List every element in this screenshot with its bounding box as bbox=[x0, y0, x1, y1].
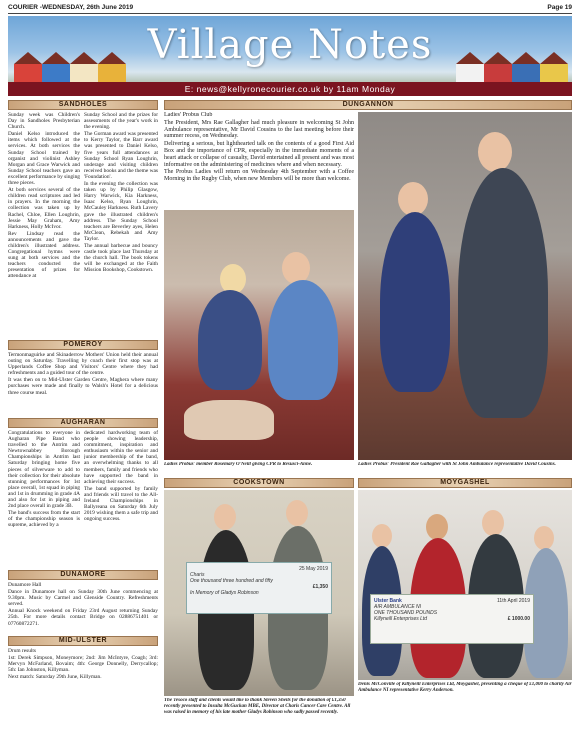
paragraph: In the evening the collection was taken up by Philip Glasgow, Harry Warwick, Kia Harkness, Isaac Kelso, Ryan Loughrin, McCauley Harkness. Ruth Lavery gave the illustrated children's address. The Sunday School teachers are Beverley ayes, Helen McClean, Rebekah and Amy Taylor. bbox=[84, 181, 158, 242]
paragraph: The annual barbecue and bouncy castle took place last Thursday at the church hall. The book tokens will be exchanged at the Faith Mission Bookshop, Cookstown. bbox=[84, 242, 158, 274]
cheque-date: 25 May 2019 bbox=[299, 566, 328, 572]
person bbox=[534, 526, 554, 550]
photo-president bbox=[358, 112, 572, 460]
paragraph: Annual Knock weekend on Friday 23rd August returning Sunday 25th. For more details contact Bridge on 02886751401 or 07760872271. bbox=[8, 608, 158, 627]
paragraph: The Probus Ladies will return on Wednesday 4th September with a Coffee Morning in the Rugby Club, when new Members will be more than welcome. bbox=[164, 169, 354, 183]
sandholes-column-2 bbox=[84, 112, 158, 336]
cheque-bank: Ulster Bank bbox=[374, 598, 402, 604]
photo-caption: The Tesoco staff and clients would like to thank Steven Sheils for the donation of £1,350 recently presented to Insulta McGuckan MBE, Director at Charis Cancer Care Centre. All was raised in memory of his late mother Gladys Robinson who sadly passed recently. bbox=[164, 698, 351, 715]
section-heading-mid-ulster: MID-ULSTER bbox=[8, 636, 158, 646]
dungannon-body bbox=[164, 112, 354, 208]
paragraph: The band supported by family and friends will travel to the All-Ireland Championships in Ballyreana on Saturday 6th July 2019 wishing them a safe trip and ongoing success. bbox=[84, 485, 158, 523]
paragraph: It was then on to Mid-Ulster Garden Centre, Maghera where many purchases were made and finally to Walsh's Hotel for a delicious three course meal. bbox=[8, 377, 158, 396]
person bbox=[198, 290, 262, 390]
person bbox=[426, 514, 448, 540]
photo-cpr bbox=[164, 210, 354, 460]
paragraph: The Gorman award was presented to Kerry Taylor, the Barr award was presented to Daniel Kelso, five years full attendances at Sunday School Ryan Loughrin, underage and visiting children received books and the theme was 'Foundation'. bbox=[84, 131, 158, 180]
section-heading-pomeroy: POMEROY bbox=[8, 340, 158, 350]
paragraph: Daniel Kelso introduced the items which followed at the services. At both services the Sunday School trained by organist and violinist Ashley Morgan and Grace Warwick and Sunday School teachers gave an excellent performance by singing three pieces. bbox=[8, 131, 80, 187]
presentation-cheque bbox=[370, 594, 534, 644]
cheque-payee: Charis bbox=[190, 572, 205, 578]
cheque-amount: £ 1000.00 bbox=[507, 616, 530, 622]
paragraph: Dance in Dunamore hall on Sunday 30th June commencing at 9.30pm. Music by Carmel and Glenside Country. Refreshments served. bbox=[8, 589, 158, 608]
resuscitation-mannequin bbox=[184, 400, 274, 440]
dungannon-subheading: Ladies' Probus Club bbox=[164, 112, 213, 118]
person bbox=[372, 524, 392, 548]
paragraph: 1st: Derek Simpson, Moneymore; 2nd: Jim McIntyre, Coagh; 3rd: Mervyn McFarland, Bovaim; 4th: George Donnelly, Derrycallop; 5th: Ian Johnston, Killyman. bbox=[8, 655, 158, 674]
paragraph: Termonmaguirke and Skinaderrow Mothers' Union held their annual outing on Saturday. Travelling by coach their first stop was at Upperlands Coffee Shop and Visitors' Centre where they had refreshments and a guided tour of the centre. bbox=[8, 352, 158, 377]
section-heading-augharan: AUGHARAN bbox=[8, 418, 158, 428]
page-number: Page 19 bbox=[547, 4, 572, 11]
photo-moygashel bbox=[358, 490, 572, 680]
banner-email: E: news@kellyronecourier.co.uk by 11am Monday bbox=[8, 82, 572, 96]
paragraph: Delivering a serious, but lighthearted talk on the contents of a good First Aid Box and the importance of CPR, especially in the immediate moments of a heart attack or collapse of casualty, David entertained all present and was most informative on the administering of medicines where and when necessary. bbox=[164, 141, 354, 168]
paragraph: At both services several of the children read scriptures and led in prayers. In the morning the collection was taken up by Rachel, Chloe, Ellen Loughrin, Jessie May Graham, Amy Harkness, Holly McIvor. bbox=[8, 187, 80, 230]
section-heading-cookstown: COOKSTOWN bbox=[164, 478, 354, 488]
photo-caption: Denis McConville of Killyneill Enterprises Ltd, Moygashel, presenting a cheque of £1,000 to charity Air Ambulance NI representative Kerry Anderson. bbox=[358, 682, 572, 693]
cheque-memo: In Memory of Gladys Robinson bbox=[190, 590, 259, 596]
person bbox=[482, 510, 504, 536]
paragraph: dedicated hardworking team of people showing leadership, commitment, inspiration and enthusiasm within the senior and junior membership of the band, an overwhelming thanks to all members, family and friends who have supported the band in achieving their success. bbox=[84, 430, 158, 485]
photo-caption: Ladies Probus' President Rae Gallagher with St John Ambulance representative David Cousins. bbox=[358, 462, 556, 467]
mid-ulster-body bbox=[8, 648, 158, 728]
section-heading-moygashel: MOYGASHEL bbox=[358, 478, 572, 488]
person bbox=[380, 212, 450, 392]
header-date: COURIER -WEDNESDAY, 26th June 2019 bbox=[8, 4, 134, 11]
person bbox=[214, 504, 236, 530]
paragraph: Rev Lindsay read the announcements and gave the children's illustrated address. Congregational hymns were sung at both services and the teachers conducted the presentation of prizes for attendance at bbox=[8, 230, 80, 280]
dunamore-body bbox=[8, 582, 158, 632]
person bbox=[268, 280, 338, 400]
augharan-column-1 bbox=[8, 430, 80, 566]
section-heading-dunamore: DUNAMORE bbox=[8, 570, 158, 580]
dunamore-subheading: Dunamore Hall bbox=[8, 582, 42, 588]
paragraph: The band's success from the start of the championship season is supreme, achieved by a bbox=[8, 510, 80, 529]
paragraph: Congratulations to everyone in Augharan Pipe Band who travelled to the Antrim and Newtownabbey Borough Championships in Antrim last Saturday bringing home five pieces of silverware to add to their collection for their absolute stunning performances for 1st place overall, 1st squad in piping and 1st in drumming in grade 4A and also for 1st in piping and 2nd place overall in grade 3B. bbox=[8, 430, 80, 510]
presentation-cheque bbox=[186, 562, 332, 614]
photo-cookstown bbox=[164, 490, 354, 696]
paragraph: Sunday week was Children's Day in Sandholes Presbyterian Church. bbox=[8, 112, 80, 131]
cheque-date: 11th April 2019 bbox=[497, 598, 530, 604]
pomeroy-body bbox=[8, 352, 158, 414]
section-heading-dungannon: DUNGANNON bbox=[164, 100, 572, 110]
person bbox=[458, 168, 548, 418]
banner-title: Village Notes bbox=[147, 22, 433, 68]
augharan-column-2 bbox=[84, 430, 158, 566]
cheque-words: ONE THOUSAND POUNDS bbox=[374, 610, 438, 616]
paragraph: Sunday School and the prizes for assessments of the year's work in the evening. bbox=[84, 112, 158, 131]
paragraph: The President, Mrs Rae Gallagher had much pleasure in welcoming St John Ambulance representative, Mr David Cousins to the last meeting before their summer recess, on Wednesday. bbox=[164, 119, 354, 140]
paragraph: Next match: Saturday 29th June, Killyman. bbox=[8, 674, 102, 681]
mid-ulster-subheading: Drum results bbox=[8, 648, 36, 654]
person bbox=[478, 132, 512, 172]
cheque-words: One thousand three hundred and fifty bbox=[190, 578, 273, 584]
person bbox=[398, 182, 428, 216]
village-notes-banner bbox=[8, 16, 572, 96]
photo-caption: Ladies Probus' member Rosemary O'Neill giving CPR to Resusci-Anne. bbox=[164, 462, 313, 467]
person bbox=[282, 252, 310, 284]
sandholes-column-1 bbox=[8, 112, 80, 336]
cheque-signer: Killyneill Enterprises Ltd bbox=[374, 616, 428, 622]
page-header bbox=[8, 4, 572, 14]
cheque-payee: AIR AMBULANCE NI bbox=[374, 604, 422, 610]
section-heading-sandholes: SANDHOLES bbox=[8, 100, 158, 110]
cheque-amount: £1,350 bbox=[312, 584, 328, 590]
person bbox=[286, 500, 308, 526]
